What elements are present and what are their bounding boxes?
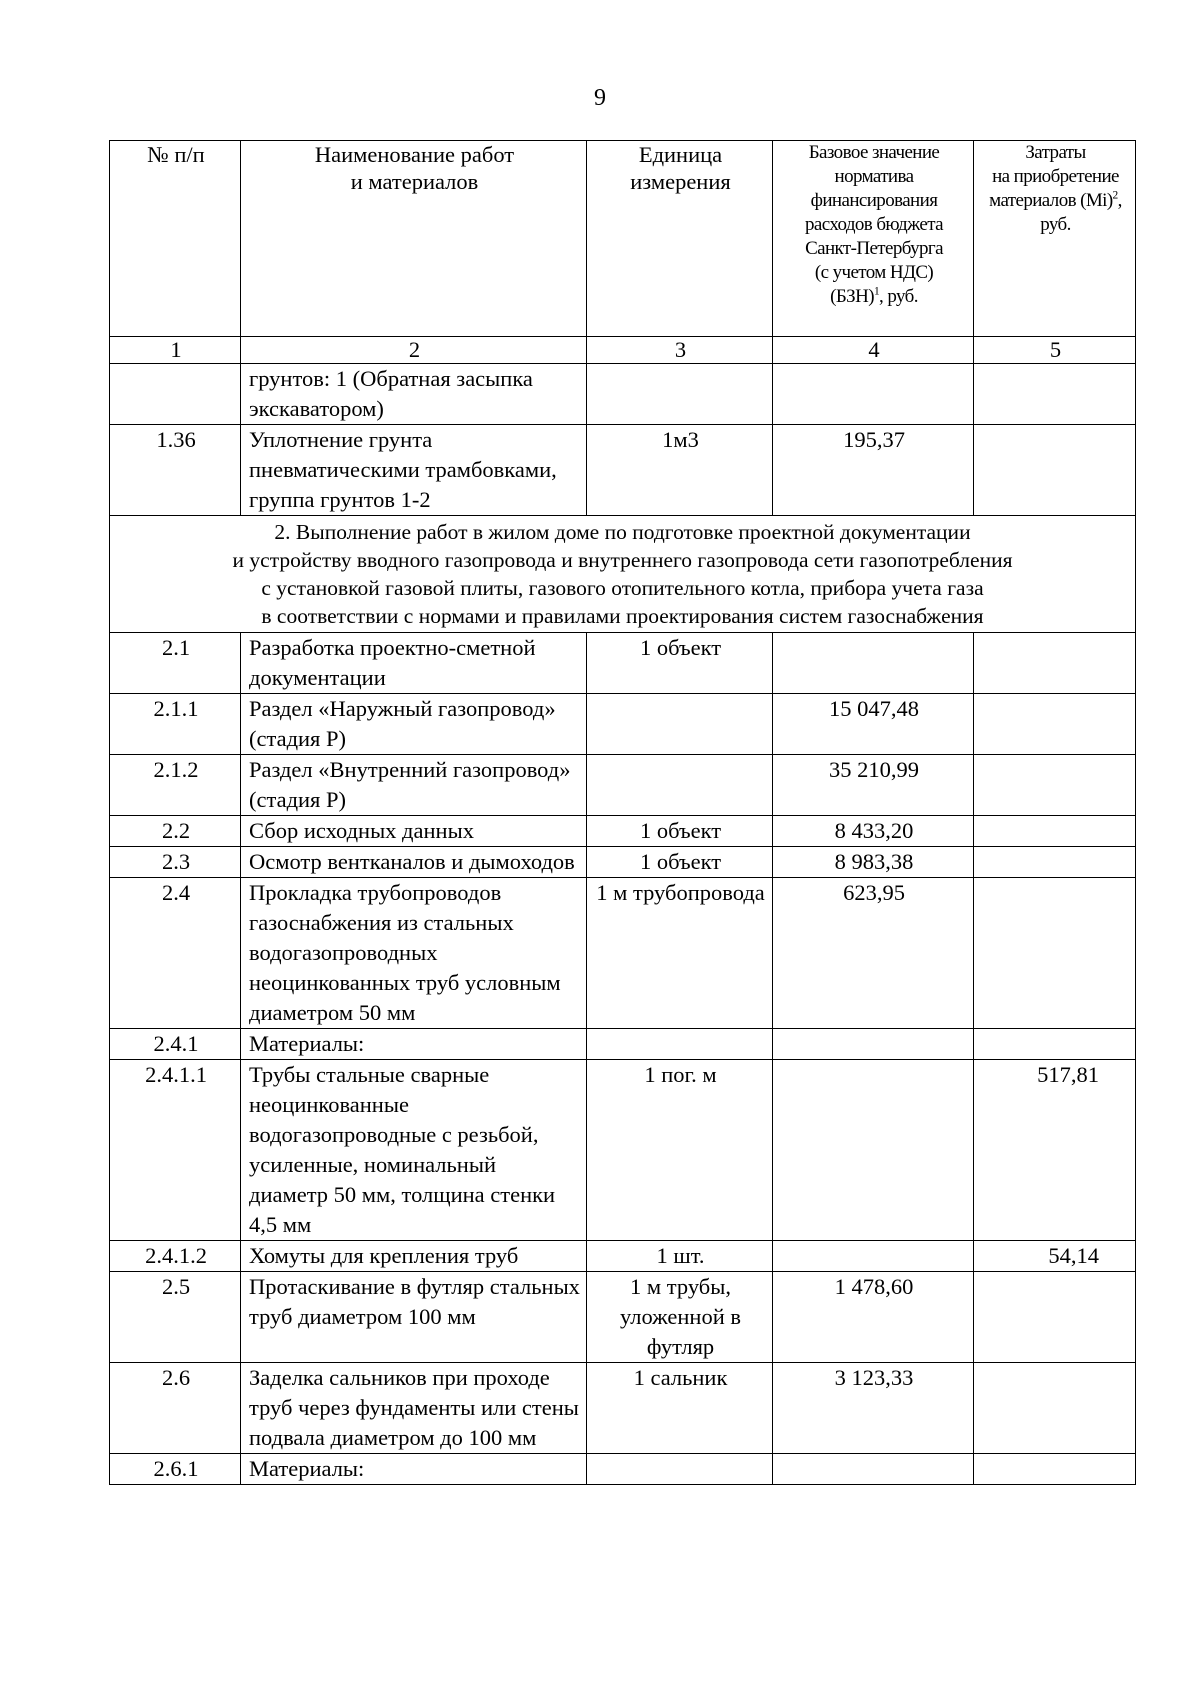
row-unit: 1 м трубопровода bbox=[587, 878, 773, 1029]
row-unit: 1 м трубы, уложенной в футляр bbox=[587, 1272, 773, 1363]
header-name-line2: и материалов bbox=[350, 169, 479, 194]
row-name: Уплотнение грунта пневматическими трамбовками, группа грунтов 1-2 bbox=[241, 425, 587, 516]
row-base-value bbox=[773, 633, 974, 694]
row-base-value bbox=[773, 1454, 974, 1485]
row-base-value bbox=[773, 1060, 974, 1241]
header-base-line: финансирования bbox=[810, 190, 938, 211]
table-row bbox=[110, 1029, 1136, 1060]
row-unit: 1 объект bbox=[587, 633, 773, 694]
section-heading-line: 2. Выполнение работ в жилом доме по подготовке проектной документации bbox=[274, 520, 971, 544]
table-row bbox=[110, 1241, 1136, 1272]
header-mat-line2: на приобретение bbox=[992, 166, 1119, 187]
section-heading bbox=[110, 516, 1136, 633]
column-number: 2 bbox=[241, 337, 587, 364]
row-materials-cost bbox=[974, 425, 1136, 516]
row-materials-cost: 517,81 bbox=[974, 1060, 1136, 1241]
header-base-tail: , руб. bbox=[879, 286, 918, 307]
row-unit: 1 объект bbox=[587, 847, 773, 878]
section-heading-line: и устройству вводного газопровода и внутреннего газопровода сети газопотребления bbox=[232, 548, 1013, 572]
table-row bbox=[110, 425, 1136, 516]
row-unit bbox=[587, 1029, 773, 1060]
page-number: 9 bbox=[594, 85, 606, 111]
column-number: 1 bbox=[110, 337, 241, 364]
column-number: 4 bbox=[773, 337, 974, 364]
header-mat-line1: Затраты bbox=[1025, 142, 1086, 163]
header-num: № п/п bbox=[110, 141, 241, 337]
header-name bbox=[241, 141, 587, 337]
row-number: 2.6 bbox=[110, 1363, 241, 1454]
header-unit-line1: Единица bbox=[638, 142, 723, 167]
header-mat-tail: , bbox=[1117, 190, 1122, 211]
row-unit: 1 объект bbox=[587, 816, 773, 847]
row-base-value: 8 983,38 bbox=[773, 847, 974, 878]
row-unit bbox=[587, 694, 773, 755]
row-unit: 1м3 bbox=[587, 425, 773, 516]
row-base-value: 3 123,33 bbox=[773, 1363, 974, 1454]
table-row bbox=[110, 633, 1136, 694]
row-number: 2.1 bbox=[110, 633, 241, 694]
header-base-value bbox=[773, 141, 974, 337]
row-number: 2.6.1 bbox=[110, 1454, 241, 1485]
table-row bbox=[110, 364, 1136, 425]
row-unit: 1 шт. bbox=[587, 1241, 773, 1272]
row-base-value bbox=[773, 364, 974, 425]
row-materials-cost bbox=[974, 633, 1136, 694]
table-row bbox=[110, 816, 1136, 847]
row-base-value: 35 210,99 bbox=[773, 755, 974, 816]
row-name: Трубы стальные сварные неоцинкованные водогазопроводные с резьбой, усиленные, номинальный диаметр 50 мм, толщина стенки 4,5 мм bbox=[241, 1060, 587, 1241]
row-name: Раздел «Наружный газопровод» (стадия Р) bbox=[241, 694, 587, 755]
header-base-line: Санкт-Петербурга bbox=[805, 238, 943, 259]
row-name: Осмотр вентканалов и дымоходов bbox=[241, 847, 587, 878]
row-base-value: 15 047,48 bbox=[773, 694, 974, 755]
row-number bbox=[110, 364, 241, 425]
row-unit bbox=[587, 1454, 773, 1485]
row-name: Сбор исходных данных bbox=[241, 816, 587, 847]
row-number: 1.36 bbox=[110, 425, 241, 516]
row-unit bbox=[587, 755, 773, 816]
table-row bbox=[110, 1060, 1136, 1241]
row-base-value bbox=[773, 1241, 974, 1272]
row-number: 2.4.1 bbox=[110, 1029, 241, 1060]
header-unit-line2: измерения bbox=[630, 169, 731, 194]
column-number-row bbox=[110, 337, 1136, 364]
row-base-value: 623,95 bbox=[773, 878, 974, 1029]
row-materials-cost bbox=[974, 878, 1136, 1029]
row-name: Заделка сальников при проходе труб через фундаменты или стены подвала диаметром до 100 мм bbox=[241, 1363, 587, 1454]
row-materials-cost: 54,14 bbox=[974, 1241, 1136, 1272]
header-base-line: (с учетом НДС) bbox=[814, 262, 934, 283]
footnote-1-mark: 1 bbox=[873, 285, 880, 298]
row-base-value: 1 478,60 bbox=[773, 1272, 974, 1363]
row-materials-cost bbox=[974, 1454, 1136, 1485]
row-unit: 1 пог. м bbox=[587, 1060, 773, 1241]
row-materials-cost bbox=[974, 847, 1136, 878]
row-materials-cost bbox=[974, 1029, 1136, 1060]
header-unit bbox=[587, 141, 773, 337]
table-row bbox=[110, 1363, 1136, 1454]
header-base-line: расходов бюджета bbox=[805, 214, 943, 235]
section-heading-line: с установкой газовой плиты, газового отопительного котла, прибора учета газа bbox=[261, 576, 984, 600]
table-row bbox=[110, 755, 1136, 816]
row-number: 2.4 bbox=[110, 878, 241, 1029]
header-base-line: Базовое значение bbox=[808, 142, 940, 163]
row-materials-cost bbox=[974, 1272, 1136, 1363]
header-mat-line4: руб. bbox=[1040, 214, 1071, 235]
header-materials-cost bbox=[974, 141, 1136, 337]
row-unit bbox=[587, 364, 773, 425]
table-row bbox=[110, 1454, 1136, 1485]
row-number: 2.5 bbox=[110, 1272, 241, 1363]
row-materials-cost bbox=[974, 755, 1136, 816]
row-number: 2.3 bbox=[110, 847, 241, 878]
row-number: 2.4.1.1 bbox=[110, 1060, 241, 1241]
row-name: Раздел «Внутренний газопровод» (стадия Р) bbox=[241, 755, 587, 816]
row-number: 2.4.1.2 bbox=[110, 1241, 241, 1272]
row-unit: 1 сальник bbox=[587, 1363, 773, 1454]
table-row bbox=[110, 694, 1136, 755]
row-number: 2.2 bbox=[110, 816, 241, 847]
row-materials-cost bbox=[974, 694, 1136, 755]
row-materials-cost bbox=[974, 816, 1136, 847]
row-base-value: 8 433,20 bbox=[773, 816, 974, 847]
header-mat-line3: материалов (Mi) bbox=[989, 190, 1113, 211]
row-name: грунтов: 1 (Обратная засыпка экскаватором) bbox=[241, 364, 587, 425]
row-materials-cost bbox=[974, 364, 1136, 425]
header-name-line1: Наименование работ bbox=[314, 142, 515, 167]
cost-table bbox=[109, 140, 1136, 1485]
row-number: 2.1.2 bbox=[110, 755, 241, 816]
row-name: Разработка проектно-сметной документации bbox=[241, 633, 587, 694]
header-base-line: норматива bbox=[834, 166, 914, 187]
row-base-value: 195,37 bbox=[773, 425, 974, 516]
section-heading-row bbox=[110, 516, 1136, 633]
footnote-2-mark: 2 bbox=[1112, 189, 1118, 202]
table-header-row bbox=[110, 141, 1136, 337]
section-heading-line: в соответствии с нормами и правилами проектирования систем газоснабжения bbox=[261, 604, 984, 628]
row-name: Прокладка трубопроводов газоснабжения из стальных водогазопроводных неоцинкованных труб условным диаметром 50 мм bbox=[241, 878, 587, 1029]
table-row bbox=[110, 878, 1136, 1029]
row-number: 2.1.1 bbox=[110, 694, 241, 755]
row-name: Материалы: bbox=[241, 1029, 587, 1060]
table-row bbox=[110, 1272, 1136, 1363]
column-number: 3 bbox=[587, 337, 773, 364]
row-name: Хомуты для крепления труб bbox=[241, 1241, 587, 1272]
row-materials-cost bbox=[974, 1363, 1136, 1454]
table-row bbox=[110, 847, 1136, 878]
header-base-last: (БЗН) bbox=[830, 286, 874, 307]
row-name: Протаскивание в футляр стальных труб диаметром 100 мм bbox=[241, 1272, 587, 1363]
column-number: 5 bbox=[974, 337, 1136, 364]
row-base-value bbox=[773, 1029, 974, 1060]
row-name: Материалы: bbox=[241, 1454, 587, 1485]
